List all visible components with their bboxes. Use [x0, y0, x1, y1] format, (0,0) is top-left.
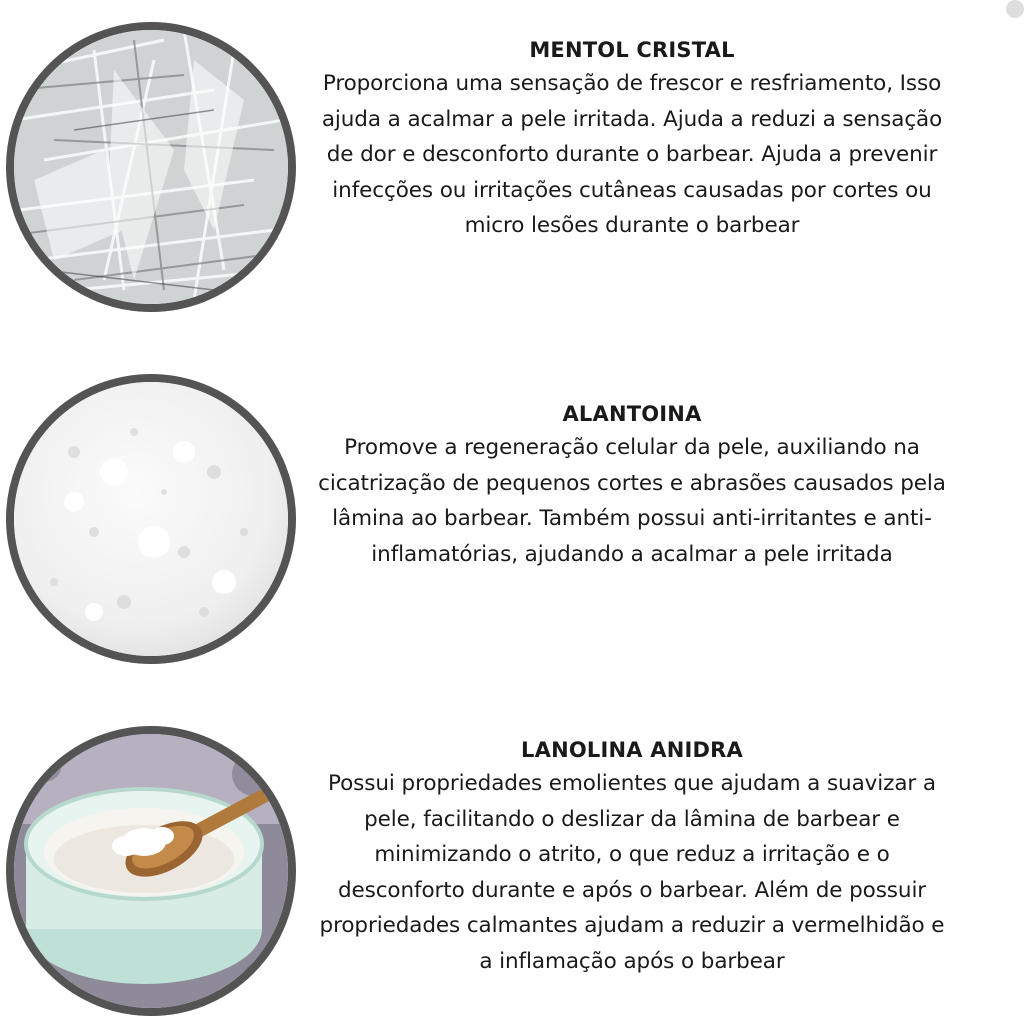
ingredient-description: Possui propriedades emolientes que ajudam a suavizar a pele, facilitando o deslizar da lâmina de barbear e minimizando o atrito, o que reduz a irritação e o desconforto durante e após o barbear. Além de possuir propriedades calmantes ajudam a reduzir a vermelhidão e a inflamação após o barbear	[319, 771, 945, 974]
ingredient-description: Proporciona uma sensação de frescor e resfriamento, Isso ajuda a acalmar a pele irritada. Ajuda a reduzi a sensação de dor e desconforto durante o barbear. Ajuda a prevenir infecções ou irritações cutâneas causadas por cortes ou micro lesões durante o barbear	[321, 71, 943, 239]
ingredient-section-lanolina	[0, 680, 1024, 1024]
white-powder-image	[6, 374, 296, 664]
lanolin-jar-image	[6, 726, 296, 1016]
ingredient-text-block	[318, 734, 946, 980]
ingredient-description: Promove a regeneração celular da pele, auxiliando na cicatrização de pequenos cortes e abrasões causados pela lâmina ao barbear. Também possui anti-irritantes e anti-inflamatórias, ajudando a acalmar a pele irritada	[318, 435, 946, 567]
lanolin-jar-illustration	[14, 734, 288, 1008]
ingredient-text-block	[318, 34, 946, 244]
menthol-crystals-image	[6, 22, 296, 312]
ingredient-section-alantoina	[0, 340, 1024, 680]
ingredient-section-mentol	[0, 0, 1024, 340]
ingredient-title: LANOLINA ANIDRA	[521, 738, 743, 762]
ingredient-title: ALANTOINA	[562, 402, 702, 426]
white-powder-illustration	[14, 382, 288, 656]
ingredient-text-block	[318, 398, 946, 572]
ingredient-title: MENTOL CRISTAL	[529, 38, 735, 62]
menthol-crystals-illustration	[14, 30, 288, 304]
